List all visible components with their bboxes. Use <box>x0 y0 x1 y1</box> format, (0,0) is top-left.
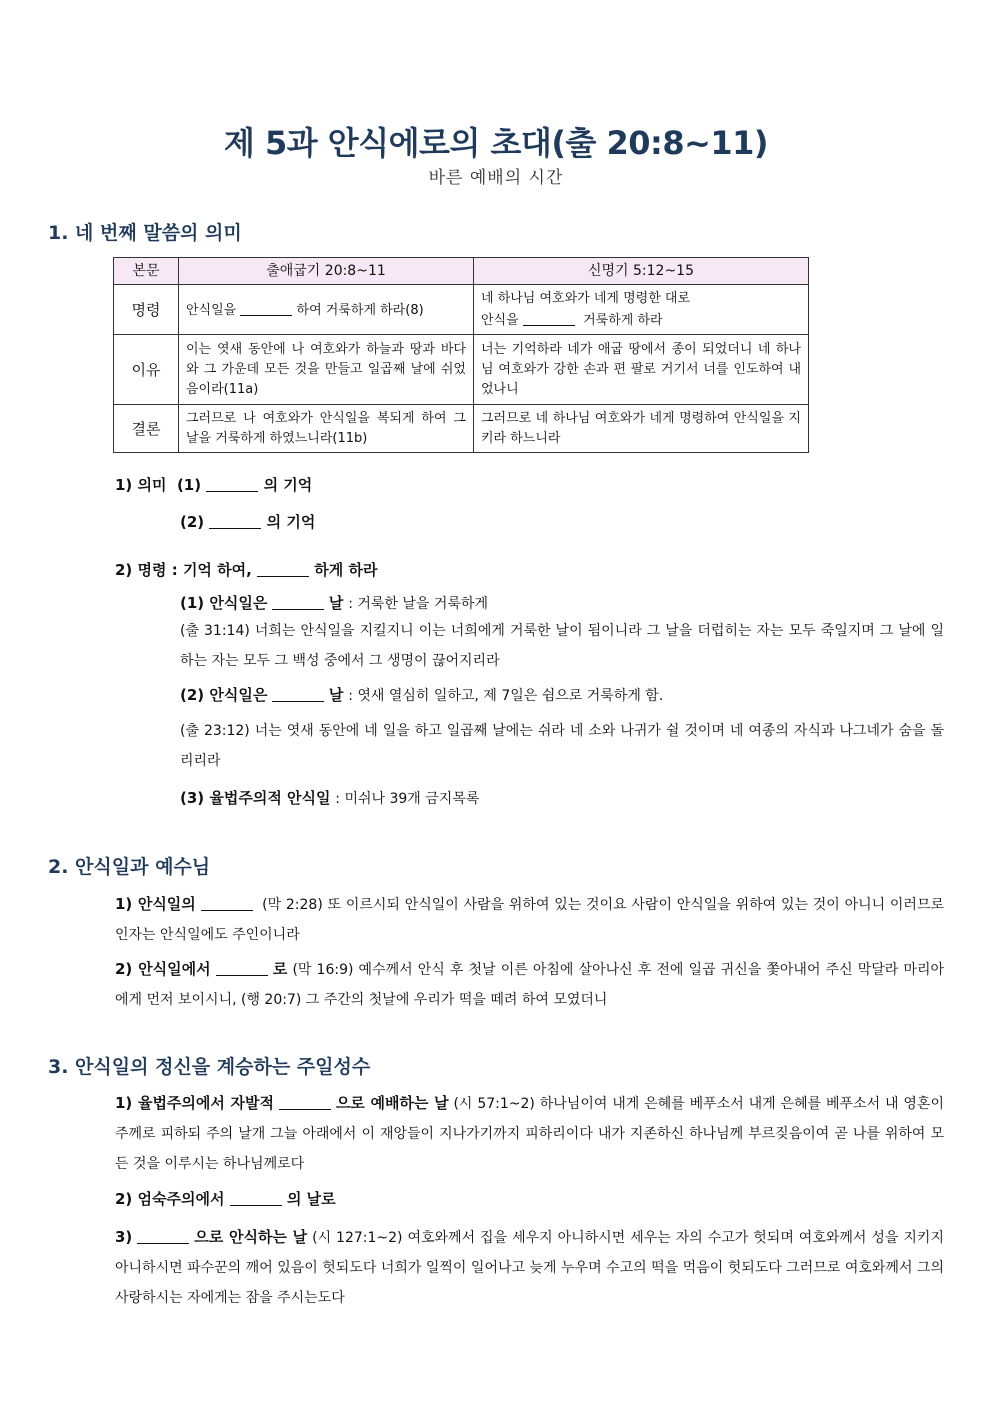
item-heading: 으로 예배하는 날 <box>335 1094 449 1112</box>
command-label: 2) 명령 : 기억 하여, <box>115 561 252 579</box>
item-heading: 로 <box>272 960 288 978</box>
section3-item2 <box>115 1186 336 1212</box>
table-cell: 그러므로 나 여호와가 안식일을 복되게 하여 그 날을 거룩하게 하였느니라(11b) <box>179 405 474 453</box>
section2-item1 <box>115 889 944 950</box>
table-header-exodus: 출애굽기 20:8~11 <box>179 258 474 285</box>
item-heading: 1) 율법주의에서 자발적 <box>115 1094 275 1112</box>
item-text: (시 57:1~2) 하나님이여 내게 은혜를 베푸소서 내게 은혜를 베푸소서 내 영혼이 주께로 피하되 주의 날개 그늘 아래에서 이 재앙들이 지나가기까지 피하리이다 내가 지존하신 하나님께 부르짖음이여 곧 나를 위하여 모든 것을 이루시는 하나님께로다 <box>115 1096 944 1172</box>
sub-description: : 엿새 열심히 일하고, 제 7일은 쉼으로 거룩하게 함. <box>348 688 664 704</box>
item-heading: 2) 안식일에서 <box>115 960 211 978</box>
meaning-item-text: 의 기억 <box>266 513 316 531</box>
item-heading: 3) <box>115 1228 133 1246</box>
cell-text: 안식일을 <box>186 302 237 318</box>
cell-text: 거룩하게 하라 <box>583 312 663 328</box>
cell-text: 하여 거룩하게 하라(8) <box>296 302 424 318</box>
row-label: 이유 <box>114 335 179 405</box>
fill-blank <box>137 1227 189 1244</box>
meaning-line-2 <box>180 509 315 535</box>
fill-blank <box>216 959 268 976</box>
fill-blank <box>230 1189 282 1206</box>
command-label-end: 하게 하라 <box>314 561 378 579</box>
cell-line <box>481 309 801 331</box>
cell-text: 안식을 <box>481 312 519 328</box>
table-header-label: 본문 <box>114 258 179 285</box>
item-text: (막 2:28) 또 이르시되 안식일이 사람을 위하여 있는 것이요 사람이 안식일을 위하여 있는 것이 아니니 이러므로 인자는 안식일에도 주인이니라 <box>115 897 945 943</box>
table-header-deuteronomy: 신명기 5:12~15 <box>474 258 809 285</box>
section3-item1 <box>115 1088 944 1179</box>
meaning-item-number: (1) <box>176 476 202 494</box>
page-subtitle: 바른 예배의 시간 <box>428 168 564 188</box>
fill-blank <box>272 685 324 702</box>
cell-text: 네 하나님 여호와가 네게 명령한 대로 <box>481 290 691 306</box>
fill-blank <box>209 512 261 529</box>
meaning-item-text: 의 기억 <box>263 476 313 494</box>
meaning-label: 1) 의미 <box>115 476 167 494</box>
sub-heading: (2) 안식일은 <box>180 686 268 704</box>
fill-blank <box>523 309 575 326</box>
table-cell <box>179 285 474 335</box>
command-sub1 <box>180 590 488 617</box>
table-row <box>114 405 809 453</box>
sub-description: : 거룩한 날을 거룩하게 <box>348 596 488 612</box>
sub-heading: 날 <box>328 686 344 704</box>
table-cell: 너는 기억하라 네가 애굽 땅에서 종이 되었더니 네 하나님 여호와가 강한 손과 편 팔로 거기서 너를 인도하여 내었나니 <box>474 335 809 405</box>
verse-exodus-31-14: (출 31:14) 너희는 안식일을 지킬지니 이는 너희에게 거룩한 날이 됨이니라 그 날을 더럽히는 자는 모두 죽일지며 그 날에 일하는 자는 모두 그 백성 중에서 그 생명이 끊어지리라 <box>180 623 944 669</box>
command-line <box>115 557 377 583</box>
section2-item2 <box>115 954 944 1015</box>
fill-blank <box>279 1093 331 1110</box>
fill-blank <box>272 593 324 610</box>
fill-blank <box>240 299 292 316</box>
meaning-line-1 <box>115 472 312 498</box>
table-row <box>114 285 809 335</box>
sub-heading: 날 <box>328 594 344 612</box>
item-heading: 의 날로 <box>286 1190 336 1208</box>
fill-blank <box>257 560 309 577</box>
item-text: (막 16:9) 예수께서 안식 후 첫날 이른 아침에 살아나신 후 전에 일곱 귀신을 쫓아내어 주신 막달라 마리아에게 먼저 보이시니, (행 20:7) 그 주간의 첫날에 우리가 떡을 떼려 하여 모였더니 <box>115 962 944 1008</box>
section3-item3 <box>115 1222 944 1313</box>
fill-blank <box>201 894 253 911</box>
meaning-item-number: (2) <box>180 513 205 531</box>
command-sub2 <box>180 682 663 709</box>
item-heading: 2) 엄숙주의에서 <box>115 1190 225 1208</box>
table-cell: 그러므로 네 하나님 여호와가 네게 명령하여 안식일을 지키라 하느니라 <box>474 405 809 453</box>
item-heading: 으로 안식하는 날 <box>194 1228 308 1246</box>
sub-heading: (1) 안식일은 <box>180 594 268 612</box>
table-cell <box>474 285 809 335</box>
sub-heading: (3) 율법주의적 안식일 <box>180 789 331 807</box>
section3-heading: 3. 안식일의 정신을 계승하는 주일성수 <box>48 1056 371 1078</box>
item-text: (시 127:1~2) 여호와께서 집을 세우지 아니하시면 세우는 자의 수고가 헛되며 여호와께서 성을 지키지 아니하시면 파수꾼의 깨어 있음이 헛되도다 너희가 일찍이 일어나고 늦게 누우며 수고의 떡을 먹음이 헛되도다 그러므로 여호와께서 그의 사랑하시는 자에게는 잠을 주시는도다 <box>115 1230 944 1306</box>
row-label: 결론 <box>114 405 179 453</box>
sub-description: : 미쉬나 39개 금지목록 <box>335 791 480 807</box>
verse-exodus-23-12: (출 23:12) 너는 엿새 동안에 네 일을 하고 일곱째 날에는 쉬라 네 소와 나귀가 쉴 것이며 네 여종의 자식과 나그네가 숨을 돌리리라 <box>180 723 944 769</box>
fill-blank <box>206 475 258 492</box>
command-sub3 <box>180 785 479 812</box>
comparison-table <box>113 257 809 453</box>
table-cell: 이는 엿새 동안에 나 여호와가 하늘과 땅과 바다와 그 가운데 모든 것을 만들고 일곱째 날에 쉬었음이라(11a) <box>179 335 474 405</box>
item-heading: 1) 안식일의 <box>115 895 196 913</box>
section2-heading: 2. 안식일과 예수님 <box>48 856 211 878</box>
section1-heading: 1. 네 번째 말씀의 의미 <box>48 222 242 244</box>
page-title: 제 5과 안식에로의 초대(출 20:8~11) <box>223 124 769 162</box>
row-label: 명령 <box>114 285 179 335</box>
table-row <box>114 335 809 405</box>
table-header-row <box>114 258 809 285</box>
